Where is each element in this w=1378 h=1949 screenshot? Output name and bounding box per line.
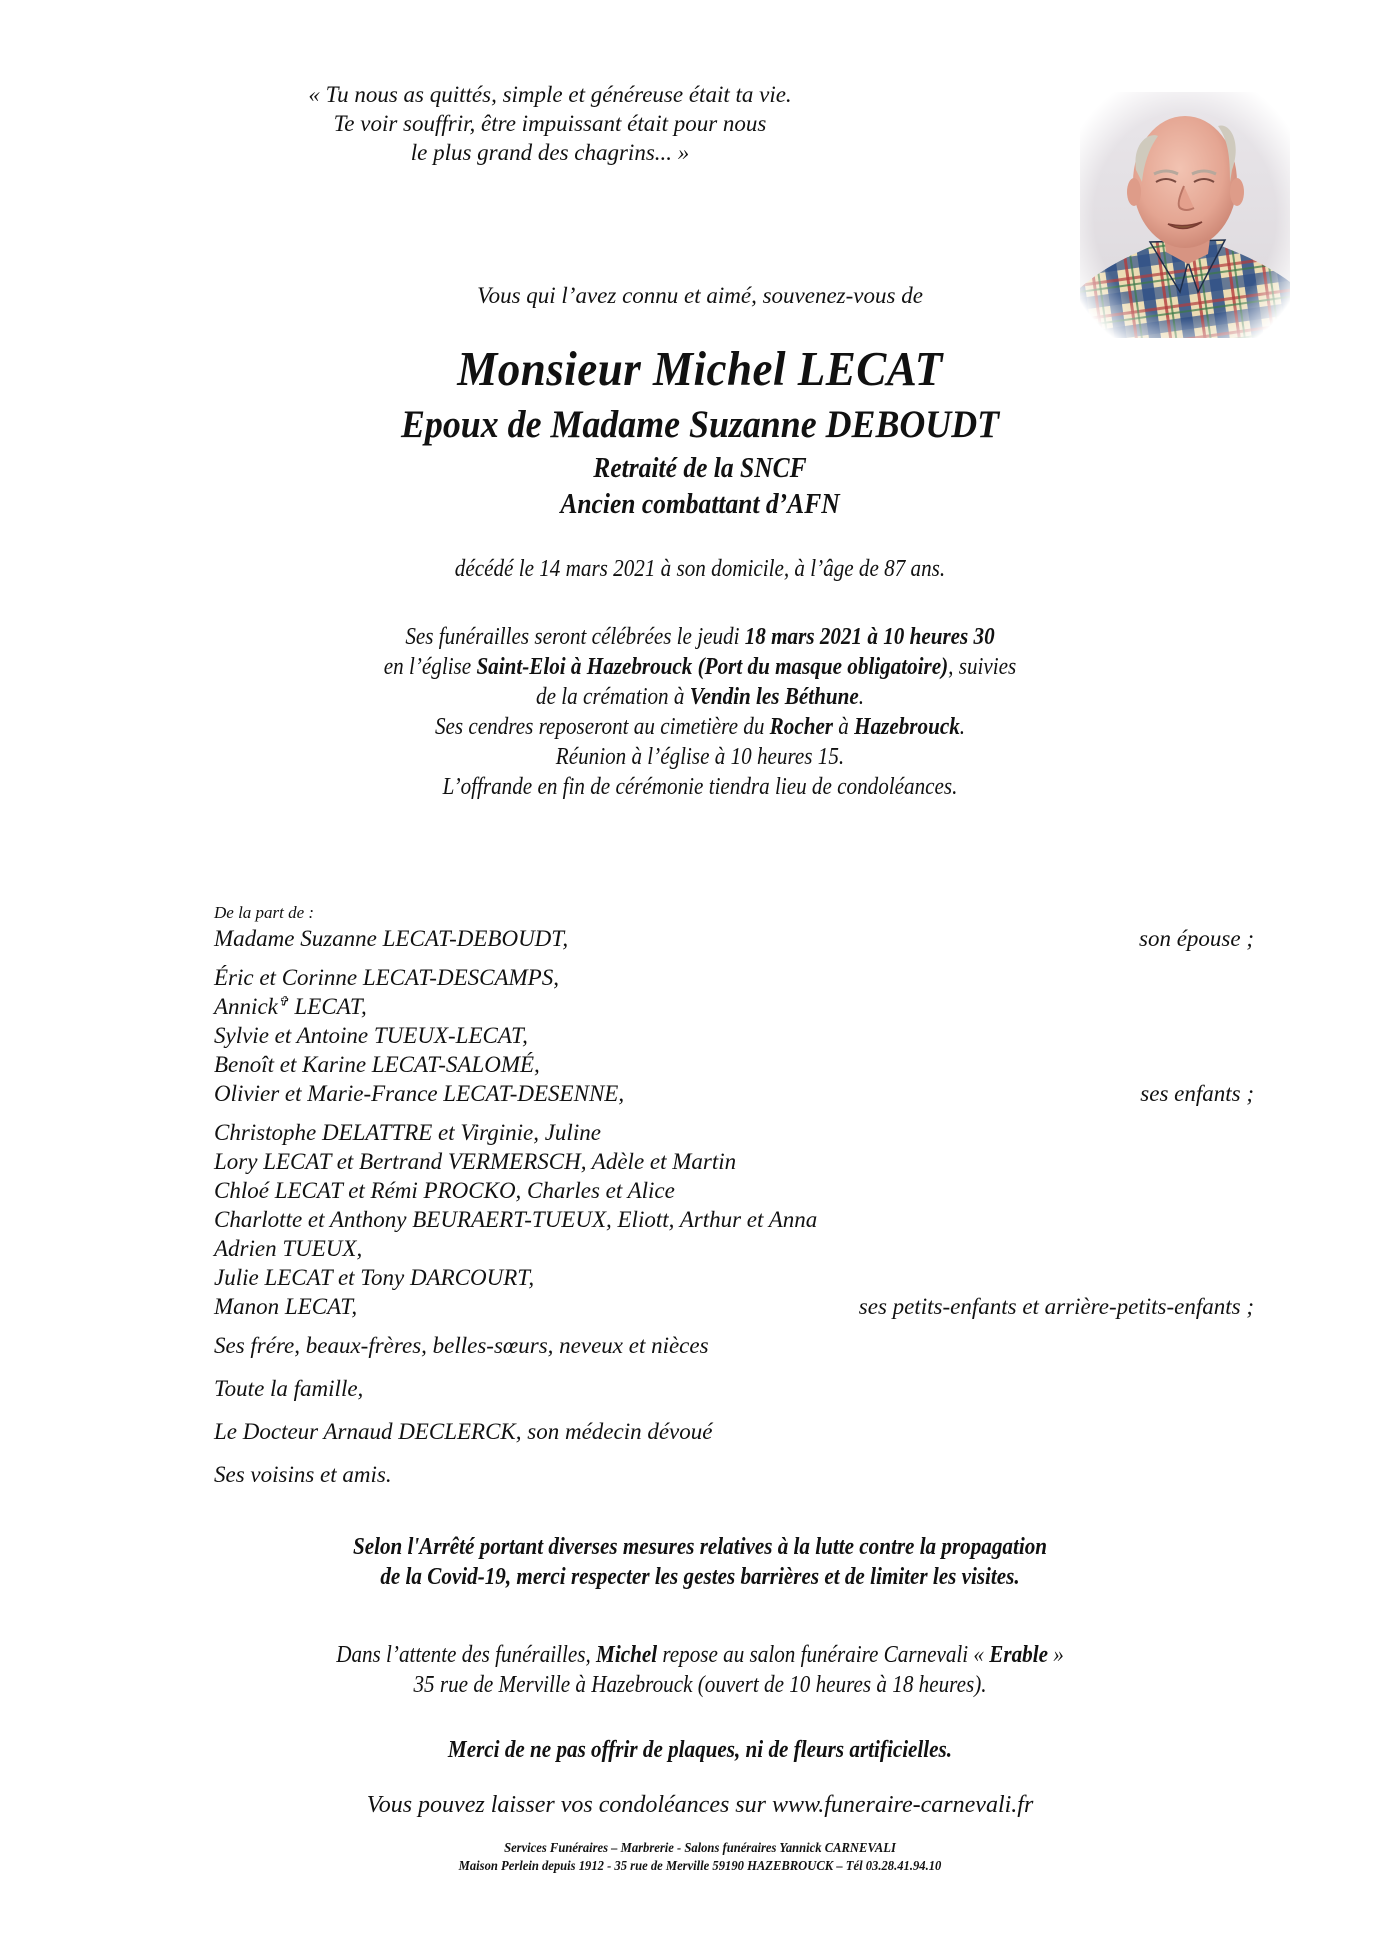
funeral-church-line: en l’église Saint-Eloi à Hazebrouck (Port du masque obligatoire), suivies xyxy=(383,654,1017,680)
family-list xyxy=(214,902,1254,1503)
family-member: Lory LECAT et Bertrand VERMERSCH, Adèle et Martin xyxy=(214,1149,737,1174)
family-group-spouse xyxy=(214,924,1254,953)
family-member: Olivier et Marie-France LECAT-DESENNE, ses enfants ; xyxy=(214,1081,1254,1106)
cremation-line: de la crémation à Vendin les Béthune. xyxy=(536,684,864,710)
family-other: Le Docteur Arnaud DECLERCK, son médecin dévoué xyxy=(214,1419,713,1444)
relation-label: son épouse ; xyxy=(1139,926,1254,951)
family-member: Chloé LECAT et Rémi PROCKO, Charles et Alice xyxy=(214,1178,675,1203)
family-member: Madame Suzanne LECAT-DEBOUDT, son épouse ; xyxy=(214,926,1254,951)
family-group-children xyxy=(214,963,1254,1108)
deceased-cross-icon: ✞ xyxy=(277,993,289,1009)
family-member: Sylvie et Antoine TUEUX-LECAT, xyxy=(214,1023,528,1048)
offering-line: L’offrande en fin de cérémonie tiendra lieu de condoléances. xyxy=(442,774,958,800)
footer xyxy=(205,1840,1195,1876)
footer-line: Services Funéraires – Marbrerie - Salons funéraires Yannick CARNEVALI xyxy=(504,1841,896,1856)
person-photo-icon xyxy=(1080,92,1290,338)
family-member: Éric et Corinne LECAT-DESCAMPS, xyxy=(214,965,559,990)
family-other: Ses frére, beaux-frères, belles-sœurs, neveux et nièces xyxy=(214,1333,709,1358)
veteran-line: Ancien combattant d’AFN xyxy=(560,488,840,520)
family-member: Julie LECAT et Tony DARCOURT, xyxy=(214,1265,535,1290)
no-plaques-notice: Merci de ne pas offrir de plaques, ni de fleurs artificielles. xyxy=(447,1737,953,1763)
salon-name: Erable xyxy=(989,1642,1048,1668)
wake-details: Dans l’attente des funérailles, Michel repose au salon funéraire Carnevali « Erable » 35 rue de Merville à Hazebrouck (ouvert de 10 heures à 18 heures). xyxy=(216,1640,1184,1700)
epigraph-poem xyxy=(250,80,850,167)
deceased-name: Monsieur Michel LECAT xyxy=(457,341,943,396)
from-label: De la part de : xyxy=(214,903,315,922)
footer-line: Maison Perlein depuis 1912 - 35 rue de Merville 59190 HAZEBROUCK – Tél 03.28.41.94.10 xyxy=(458,1859,942,1874)
relation-label: ses enfants ; xyxy=(1140,1081,1254,1106)
church-name: Saint-Eloi à Hazebrouck (Port du masque obligatoire xyxy=(476,654,942,680)
covid-notice: Selon l'Arrêté portant diverses mesures relatives à la lutte contre la propagation de la Covid-19, merci respecter les gestes barrières et de limiter les visites. xyxy=(352,1534,1048,1590)
family-other: Ses voisins et amis. xyxy=(214,1462,392,1487)
cemetery-town: Hazebrouck xyxy=(854,714,960,740)
meeting-line: Réunion à l’église à 10 heures 15. xyxy=(555,744,845,770)
occupation-line: Retraité de la SNCF xyxy=(593,452,807,484)
funeral-details xyxy=(216,622,1184,802)
funeral-datetime: 18 mars 2021 à 10 heures 30 xyxy=(744,624,995,650)
epigraph-line: « Tu nous as quittés, simple et généreuse était ta vie. xyxy=(308,82,792,107)
cemetery-name: Rocher xyxy=(769,714,834,740)
epigraph-line: le plus grand des chagrins... » xyxy=(410,140,690,165)
cemetery-line: Ses cendres reposeront au cimetière du Rocher à Hazebrouck. xyxy=(434,714,966,740)
family-group-grandchildren xyxy=(214,1118,1254,1321)
first-name: Michel xyxy=(596,1642,658,1668)
intro-text: Vous qui l’avez connu et aimé, souvenez-vous de xyxy=(477,283,923,308)
spouse-line: Epoux de Madame Suzanne DEBOUDT xyxy=(400,403,1000,446)
salon-address: 35 rue de Merville à Hazebrouck (ouvert de 10 heures à 18 heures). xyxy=(413,1672,987,1698)
funeral-date-line: Ses funérailles seront célébrées le jeudi 18 mars 2021 à 10 heures 30 xyxy=(405,624,995,650)
family-member: Charlotte et Anthony BEURAERT-TUEUX, Eliott, Arthur et Anna xyxy=(214,1207,818,1232)
epigraph-line: Te voir souffrir, être impuissant était pour nous xyxy=(333,111,767,136)
family-other: Toute la famille, xyxy=(214,1376,364,1401)
family-member: Annick✞ LECAT, xyxy=(214,993,367,1019)
portrait-photo xyxy=(1080,92,1290,338)
family-member: Benoît et Karine LECAT-SALOMÉ, xyxy=(214,1052,540,1077)
death-details: décédé le 14 mars 2021 à son domicile, à l’âge de 87 ans. xyxy=(454,556,946,582)
relation-label: ses petits-enfants et arrière-petits-enfants ; xyxy=(858,1294,1254,1319)
family-member: Manon LECAT, ses petits-enfants et arrière-petits-enfants ; xyxy=(214,1294,1254,1319)
family-member: Adrien TUEUX, xyxy=(214,1236,363,1261)
condolences-link[interactable]: www.funeraire-carnevali.fr xyxy=(771,1792,1034,1818)
condolences-line: Vous pouvez laisser vos condoléances sur www.funeraire-carnevali.fr xyxy=(366,1792,1034,1818)
cremation-place: Vendin les Béthune xyxy=(689,684,859,710)
family-member: Christophe DELATTRE et Virginie, Juline xyxy=(214,1120,601,1145)
